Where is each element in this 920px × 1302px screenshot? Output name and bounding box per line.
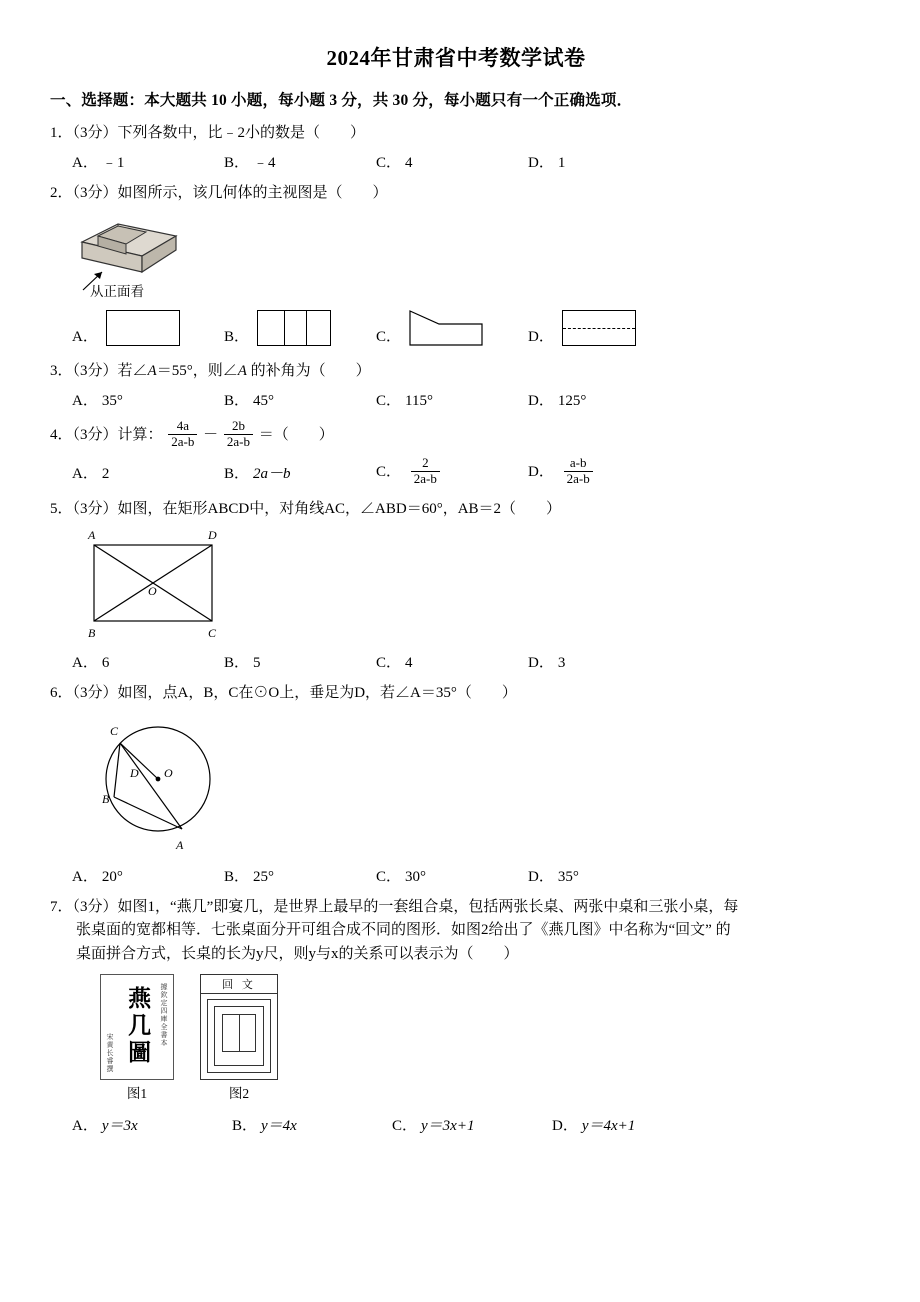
option-a[interactable]: A． 20° — [72, 869, 123, 885]
question-5-stem: 5．（3分）如图，在矩形ABCD中，对角线AC，∠ABD＝60°，AB＝2（ ） — [50, 500, 562, 517]
page-title: 2024年甘肃省中考数学试卷 — [326, 46, 586, 70]
question-2 — [50, 182, 862, 205]
yanji-side-text-right: 據欽定四庫全書本 — [160, 982, 168, 1047]
question-5-figure — [76, 527, 276, 645]
huiwen-table-layout — [200, 974, 278, 1080]
option-b[interactable]: B． 25° — [224, 869, 275, 885]
yanji-side-text-left: 宋黄长睿撰 — [106, 1032, 114, 1073]
fraction-2-over-2a-b: $\frac{2}{2a-b}$ — [411, 456, 440, 487]
option-a[interactable]: A． y＝3x — [72, 1117, 138, 1134]
option-c[interactable]: C． — [376, 310, 528, 346]
huiwen-grid — [207, 999, 271, 1073]
question-6-number: 6 — [50, 684, 58, 701]
question-3-options — [72, 389, 862, 410]
option-c[interactable]: C． y＝3x+1 — [392, 1117, 475, 1134]
question-5-number: 5 — [50, 500, 58, 517]
option-d[interactable]: D． $\frac{a-b}{2a-b}$ — [528, 457, 680, 488]
question-1-text: （3分）下列各数中，比﹣2小的数是（ ） — [72, 125, 366, 141]
option-d[interactable]: D． 125° — [528, 392, 587, 409]
option-c[interactable]: C． 115° — [376, 392, 433, 409]
figure-2-huiwen — [200, 974, 278, 1102]
section-heading: 一、选择题：本大题共 10 小题，每小题 3 分，共 30 分，每小题只有一个正确选项． — [50, 92, 633, 109]
option-d[interactable]: D． y＝4x+1 — [552, 1117, 636, 1134]
yanji-book-cover — [100, 974, 174, 1080]
figure-1-caption: 图1 — [126, 1085, 148, 1101]
question-1 — [50, 122, 862, 145]
option-d[interactable]: D． 3 — [528, 654, 566, 671]
svg-text:B: B — [88, 625, 96, 640]
question-2-text: （3分）如图所示，该几何体的主视图是（ ） — [72, 185, 388, 202]
question-1-number: 1 — [50, 125, 58, 141]
fraction-a-b-over-2a-b: $\frac{a-b}{2a-b}$ — [564, 456, 593, 487]
circle-o-diagram — [76, 711, 256, 855]
question-2-stem: 2．（3分）如图所示，该几何体的主视图是（ ） — [50, 185, 388, 202]
view-rect-two-vlines — [257, 310, 331, 346]
fraction-2b-over-2a-b: $\frac{2b}{2a-b}$ — [224, 419, 253, 450]
option-a[interactable]: A． 35° — [72, 392, 123, 409]
question-5 — [50, 498, 862, 521]
question-6-options — [72, 865, 862, 886]
question-2-figure-label: 从正面看 — [90, 283, 144, 299]
option-d[interactable]: D． — [528, 310, 680, 346]
question-2-number: 2 — [50, 185, 58, 202]
question-6-figure — [76, 711, 266, 859]
question-1-options — [72, 151, 862, 172]
question-3-stem: 3．（3分）若∠A＝55°，则∠A 的补角为（ ） — [50, 362, 371, 379]
question-7 — [50, 896, 862, 966]
question-1-stem: 1．（3分）下列各数中，比﹣2小的数是（ ） — [50, 125, 366, 141]
option-a[interactable]: A． 2 — [72, 465, 110, 482]
rectangle-abcd-diagram — [76, 527, 266, 643]
view-rect-dashed — [562, 310, 636, 346]
option-c[interactable]: C． 4 — [376, 155, 413, 172]
question-7-stem-line1: 7．（3分）如图1，“燕几”即宴几，是世界上最早的一套组合桌，包括两张长桌、两张中桌和三张小桌，每 — [50, 899, 739, 915]
svg-text:A: A — [176, 838, 184, 852]
option-a[interactable]: A． 6 — [72, 654, 110, 671]
option-b[interactable]: B． 2a－b — [224, 465, 291, 482]
option-c[interactable]: C． $\frac{2}{2a-b}$ — [376, 457, 528, 488]
question-5-options — [72, 651, 862, 672]
option-a[interactable]: A． ﹣1 — [72, 155, 125, 172]
option-a[interactable]: A． — [72, 310, 224, 346]
svg-text:A: A — [88, 527, 96, 542]
svg-text:D: D — [130, 766, 139, 780]
option-b[interactable]: B． 5 — [224, 654, 261, 671]
question-2-options — [72, 310, 862, 346]
question-3-number: 3 — [50, 362, 58, 379]
svg-text:C: C — [208, 625, 217, 640]
svg-text:O: O — [148, 583, 157, 598]
question-4 — [50, 417, 862, 451]
view-stepped-shape — [409, 310, 483, 346]
yanji-title-text: 燕几圖 — [125, 986, 151, 1068]
option-c[interactable]: C． 30° — [376, 869, 427, 885]
option-d[interactable]: D． 35° — [528, 869, 579, 885]
question-3 — [50, 360, 862, 383]
question-4-options — [72, 454, 862, 488]
option-b[interactable]: B． ﹣4 — [224, 155, 276, 172]
question-7-figure — [100, 974, 360, 1104]
option-b[interactable]: B． y＝4x — [232, 1117, 297, 1134]
svg-text:B: B — [102, 792, 110, 806]
question-2-figure — [72, 214, 322, 306]
figure-1-yanji — [100, 974, 174, 1102]
fraction-4a-over-2a-b: $\frac{4a}{2a-b}$ — [168, 419, 197, 450]
svg-text:D: D — [208, 527, 217, 542]
figure-2-caption: 图2 — [228, 1085, 250, 1101]
question-4-number: 4 — [50, 426, 58, 443]
option-c[interactable]: C． 4 — [376, 654, 413, 671]
question-6 — [50, 682, 862, 705]
huiwen-center-divider — [239, 1014, 240, 1052]
option-b[interactable]: B． 45° — [224, 392, 275, 409]
question-6-stem: 6．（3分）如图，点A，B，C在⊙O上，垂足为D，若∠A＝35°（ ） — [50, 684, 517, 701]
svg-text:C: C — [110, 724, 119, 738]
option-b[interactable]: B． — [224, 310, 376, 346]
question-7-stem-line2: 张桌面的宽都相等．七张桌面分开可组合成不同的图形．如图2给出了《燕几图》中名称为“回文” 的 — [76, 922, 731, 939]
svg-text:O: O — [164, 766, 173, 780]
question-7-stem-line3: 桌面拼合方式，长桌的长为y尺，则y与x的关系可以表示为（ ） — [76, 945, 519, 962]
view-rect-plain — [106, 310, 180, 346]
option-d[interactable]: D． 1 — [528, 155, 566, 172]
huiwen-header-text: 回 文 — [201, 975, 277, 994]
question-7-options — [72, 1114, 862, 1135]
question-7-number: 7 — [50, 899, 58, 915]
question-4-stem: 4．（3分）计算： $\frac{4a}{2a-b}$ － $\frac{2b}{2a-b}$ ＝（ ） — [50, 417, 334, 449]
